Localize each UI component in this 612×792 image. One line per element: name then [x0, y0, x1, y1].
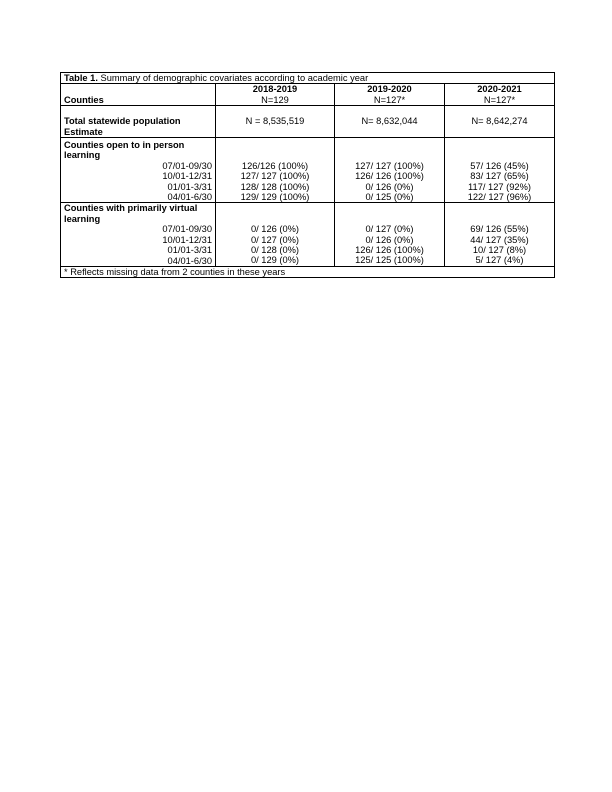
in-person-value: 126/126 (100%) — [241, 160, 309, 171]
virtual-value: 69/ 126 (55%) — [470, 224, 529, 235]
virtual-section — [61, 203, 555, 266]
in-person-value: 83/ 127 (65%) — [470, 171, 529, 182]
spacer-cell — [216, 106, 335, 117]
population-row — [61, 116, 555, 137]
counties-row — [61, 95, 555, 106]
period-label: 10/01-12/31 — [162, 171, 212, 182]
demographic-covariates-table — [60, 72, 555, 278]
period-label: 01/01-3/31 — [167, 181, 212, 192]
header-blank-cell — [61, 84, 216, 95]
header-year-2019-2020: 2019-2020 — [335, 84, 445, 95]
in-person-value: 57/ 126 (45%) — [470, 160, 529, 171]
virtual-value: 0/ 127 (0%) — [365, 224, 414, 235]
virtual-value: 0/ 126 (0%) — [250, 224, 300, 235]
virtual-values-2018-2019 — [216, 203, 335, 266]
in-person-value: 129/ 129 (100%) — [240, 192, 310, 203]
population-label — [61, 116, 216, 137]
in-person-label-cell — [61, 138, 216, 203]
header-year-2018-2019: 2018-2019 — [216, 84, 335, 95]
spacer-cell — [335, 106, 445, 117]
table-number: Table 1. — [64, 73, 98, 83]
population-label-line2: Estimate — [64, 126, 103, 137]
population-value: N= 8,632,044 — [335, 116, 445, 137]
table-title — [61, 73, 555, 84]
in-person-value: 0/ 125 (0%) — [365, 192, 414, 203]
counties-value: N=129 — [216, 95, 335, 106]
period-label: 10/01-12/31 — [162, 234, 212, 245]
table-footnote: * Reflects missing data from 2 counties in these years — [61, 266, 555, 277]
in-person-values-2018-2019 — [216, 138, 335, 203]
virtual-value: 125/ 125 (100%) — [355, 255, 424, 266]
virtual-values-2020-2021 — [445, 203, 555, 266]
in-person-value: 117/ 127 (92%) — [468, 181, 531, 192]
virtual-value: 0/ 128 (0%) — [250, 245, 300, 256]
header-row — [61, 84, 555, 95]
counties-value: N=127* — [445, 95, 555, 106]
virtual-value: 0/ 129 (0%) — [250, 255, 300, 266]
virtual-value: 10/ 127 (8%) — [472, 245, 527, 256]
in-person-value: 126/ 126 (100%) — [355, 171, 424, 182]
in-person-label-line2: learning — [64, 150, 101, 161]
period-label: 04/01-6/30 — [167, 255, 212, 266]
virtual-value: 126/ 126 (100%) — [355, 245, 424, 256]
virtual-label-line1: Counties with primarily virtual — [64, 203, 198, 214]
virtual-label-line2: learning — [64, 213, 101, 224]
period-label: 07/01-09/30 — [162, 224, 212, 235]
population-label-line1: Total statewide population — [64, 116, 181, 127]
spacer-cell — [61, 106, 216, 117]
population-value: N= 8,642,274 — [445, 116, 555, 137]
virtual-value: 0/ 127 (0%) — [250, 234, 300, 245]
counties-label: Counties — [61, 95, 216, 106]
virtual-value: 44/ 127 (35%) — [470, 234, 529, 245]
population-value: N = 8,535,519 — [216, 116, 335, 137]
in-person-value: 127/ 127 (100%) — [355, 160, 424, 171]
table-caption: Summary of demographic covariates according to academic year — [97, 73, 369, 83]
in-person-value: 128/ 128 (100%) — [240, 181, 310, 192]
period-label: 04/01-6/30 — [167, 192, 212, 203]
counties-value: N=127* — [335, 95, 445, 106]
in-person-section — [61, 138, 555, 203]
table-title-row — [61, 73, 555, 84]
in-person-values-2020-2021 — [445, 138, 555, 203]
virtual-value: 0/ 126 (0%) — [365, 234, 414, 245]
spacer-cell — [445, 106, 555, 117]
in-person-value: 122/ 127 (96%) — [467, 192, 532, 203]
spacer-row — [61, 106, 555, 117]
period-label: 01/01-3/31 — [167, 245, 212, 256]
virtual-label-cell — [61, 203, 216, 266]
footnote-row — [61, 266, 555, 277]
in-person-value: 0/ 126 (0%) — [365, 181, 414, 192]
in-person-value: 127/ 127 (100%) — [240, 171, 310, 182]
header-year-2020-2021: 2020-2021 — [445, 84, 555, 95]
in-person-label-line1: Counties open to in person — [64, 140, 185, 151]
virtual-value: 5/ 127 (4%) — [475, 255, 524, 266]
period-label: 07/01-09/30 — [162, 160, 212, 171]
virtual-values-2019-2020 — [335, 203, 445, 266]
in-person-values-2019-2020 — [335, 138, 445, 203]
